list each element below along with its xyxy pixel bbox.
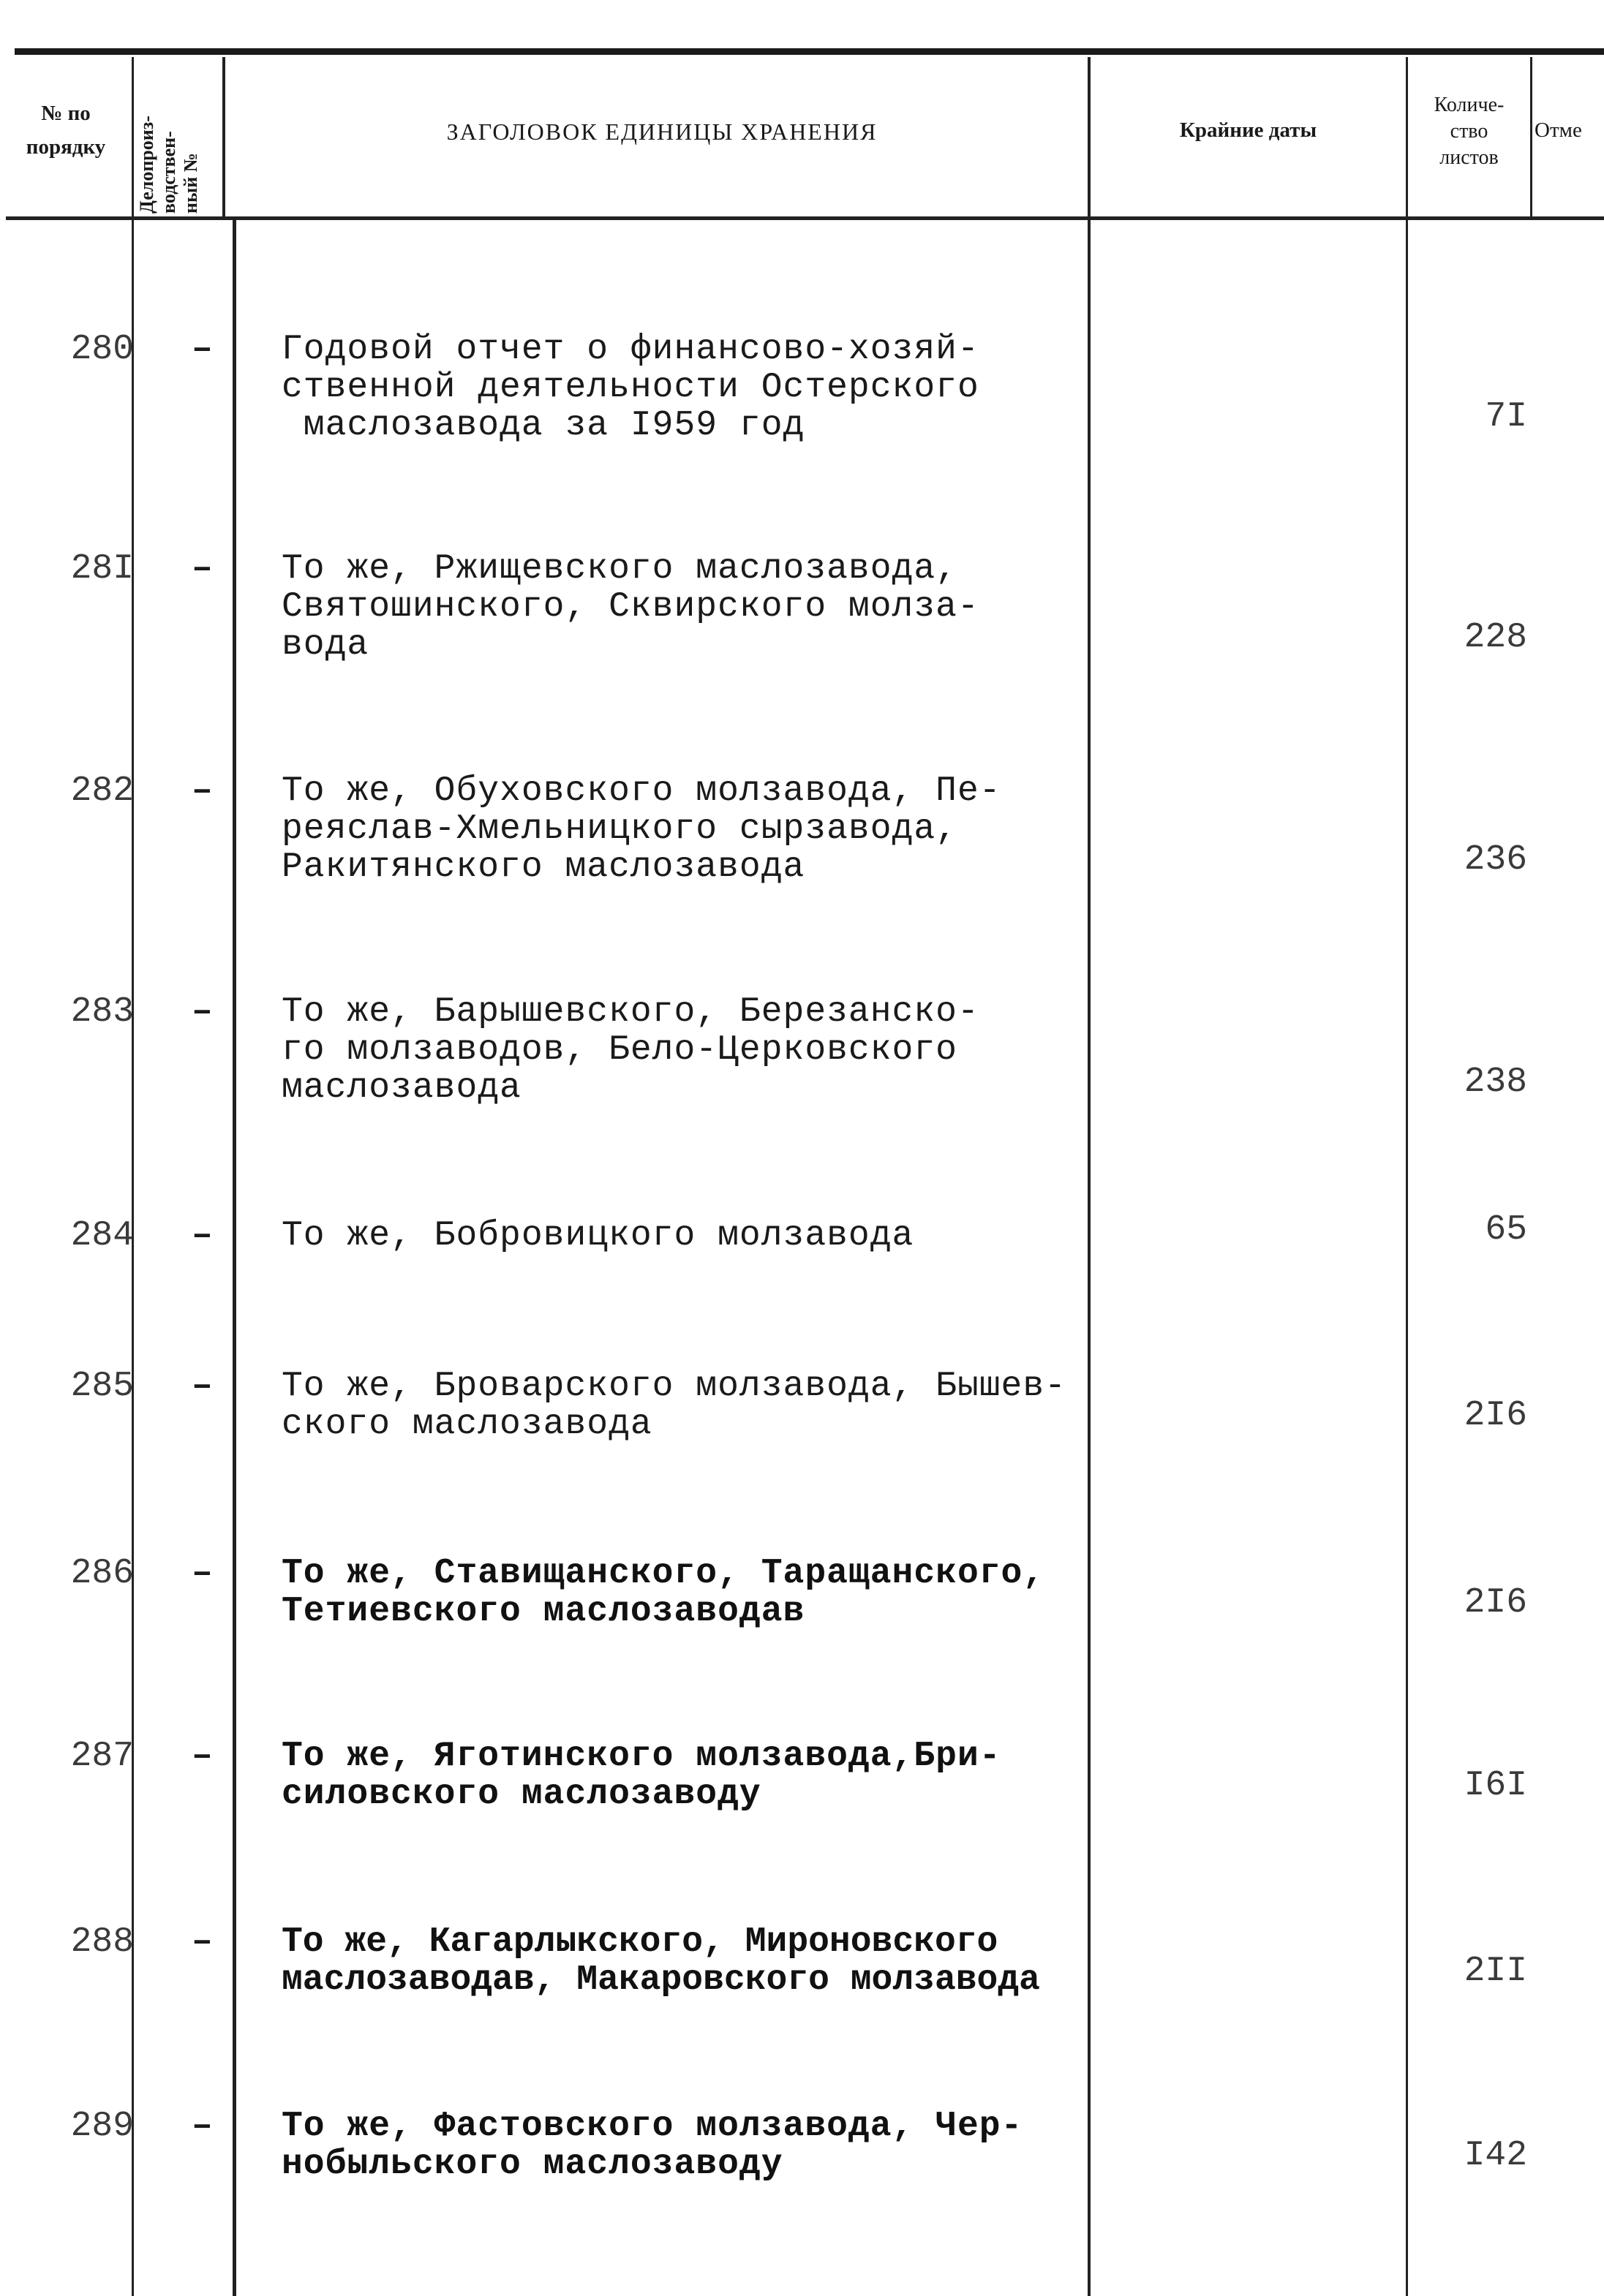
row-sheets: 2I6 [1464, 1396, 1527, 1435]
row-sheets: 2II [1464, 1952, 1527, 1991]
header-dates: Крайние даты [1179, 118, 1317, 142]
row-office-number: – [192, 1737, 213, 1776]
header-number: № по порядку [26, 102, 106, 159]
row-title: То же, Обуховского молзавода, Пе- реяслав-Хмельницкого сырзавода, Ракитянского маслозавода [282, 771, 1001, 887]
header-sheets: Количе- ство листов [1434, 94, 1505, 169]
row-number: 28I [70, 549, 134, 589]
column-divider [233, 219, 236, 2296]
header-notes: Отме [1535, 118, 1582, 142]
top-rule [15, 48, 1604, 55]
row-number: 283 [70, 992, 134, 1032]
row-number: 284 [70, 1216, 134, 1255]
row-sheets: 65 [1485, 1210, 1527, 1250]
row-title: То же, Барышевского, Березанско- го молзаводов, Бело-Церковского маслозавода [282, 992, 979, 1108]
column-divider [1406, 57, 1408, 2296]
row-office-number: – [192, 549, 213, 589]
row-number: 287 [70, 1737, 134, 1776]
column-divider [1530, 57, 1532, 218]
row-title: То же, Кагарлыкского, Мироновского маслозаводав, Макаровского молзавода [282, 1922, 1040, 2000]
row-office-number: – [192, 1216, 213, 1255]
row-number: 280 [70, 330, 134, 369]
header-rule [6, 216, 1604, 220]
header-title: ЗАГОЛОВОК ЕДИНИЦЫ ХРАНЕНИЯ [446, 118, 878, 145]
row-sheets: I6I [1464, 1766, 1527, 1805]
row-office-number: – [192, 330, 213, 369]
row-sheets: 228 [1464, 618, 1527, 657]
header-office-number: Делопроиз- водствен- ный № [136, 116, 201, 214]
row-number: 285 [70, 1367, 134, 1406]
row-office-number: – [192, 1922, 213, 1962]
row-title: То же, Броварского молзавода, Бышев- ского маслозавода [282, 1367, 1066, 1444]
row-title: То же, Ставищанского, Таращанского, Тетиевского маслозаводав [282, 1554, 1045, 1631]
row-number: 288 [70, 1922, 134, 1962]
row-sheets: I42 [1464, 2136, 1527, 2175]
row-title: То же, Фастовского молзавода, Чер- нобыльского маслозаводу [282, 2107, 1023, 2184]
row-sheets: 2I6 [1464, 1583, 1527, 1623]
column-divider [222, 57, 225, 218]
row-office-number: – [192, 1367, 213, 1406]
row-office-number: – [192, 2107, 213, 2146]
row-office-number: – [192, 1554, 213, 1593]
row-title: То же, Ржищевского маслозавода, Святошинского, Сквирского молза- вода [282, 549, 979, 665]
row-title: То же, Яготинского молзавода,Бри- силовского маслозаводу [282, 1737, 1001, 1814]
row-number: 282 [70, 771, 134, 811]
row-office-number: – [192, 771, 213, 811]
row-title: Годовой отчет о финансово-хозяй- ственной деятельности Остерского маслозавода за I959 год [282, 330, 979, 445]
row-sheets: 7I [1485, 397, 1527, 437]
row-number: 286 [70, 1554, 134, 1593]
row-title: То же, Бобровицкого молзавода [282, 1216, 914, 1255]
row-number: 289 [70, 2107, 134, 2146]
row-sheets: 238 [1464, 1062, 1527, 1102]
row-office-number: – [192, 992, 213, 1032]
row-sheets: 236 [1464, 840, 1527, 880]
